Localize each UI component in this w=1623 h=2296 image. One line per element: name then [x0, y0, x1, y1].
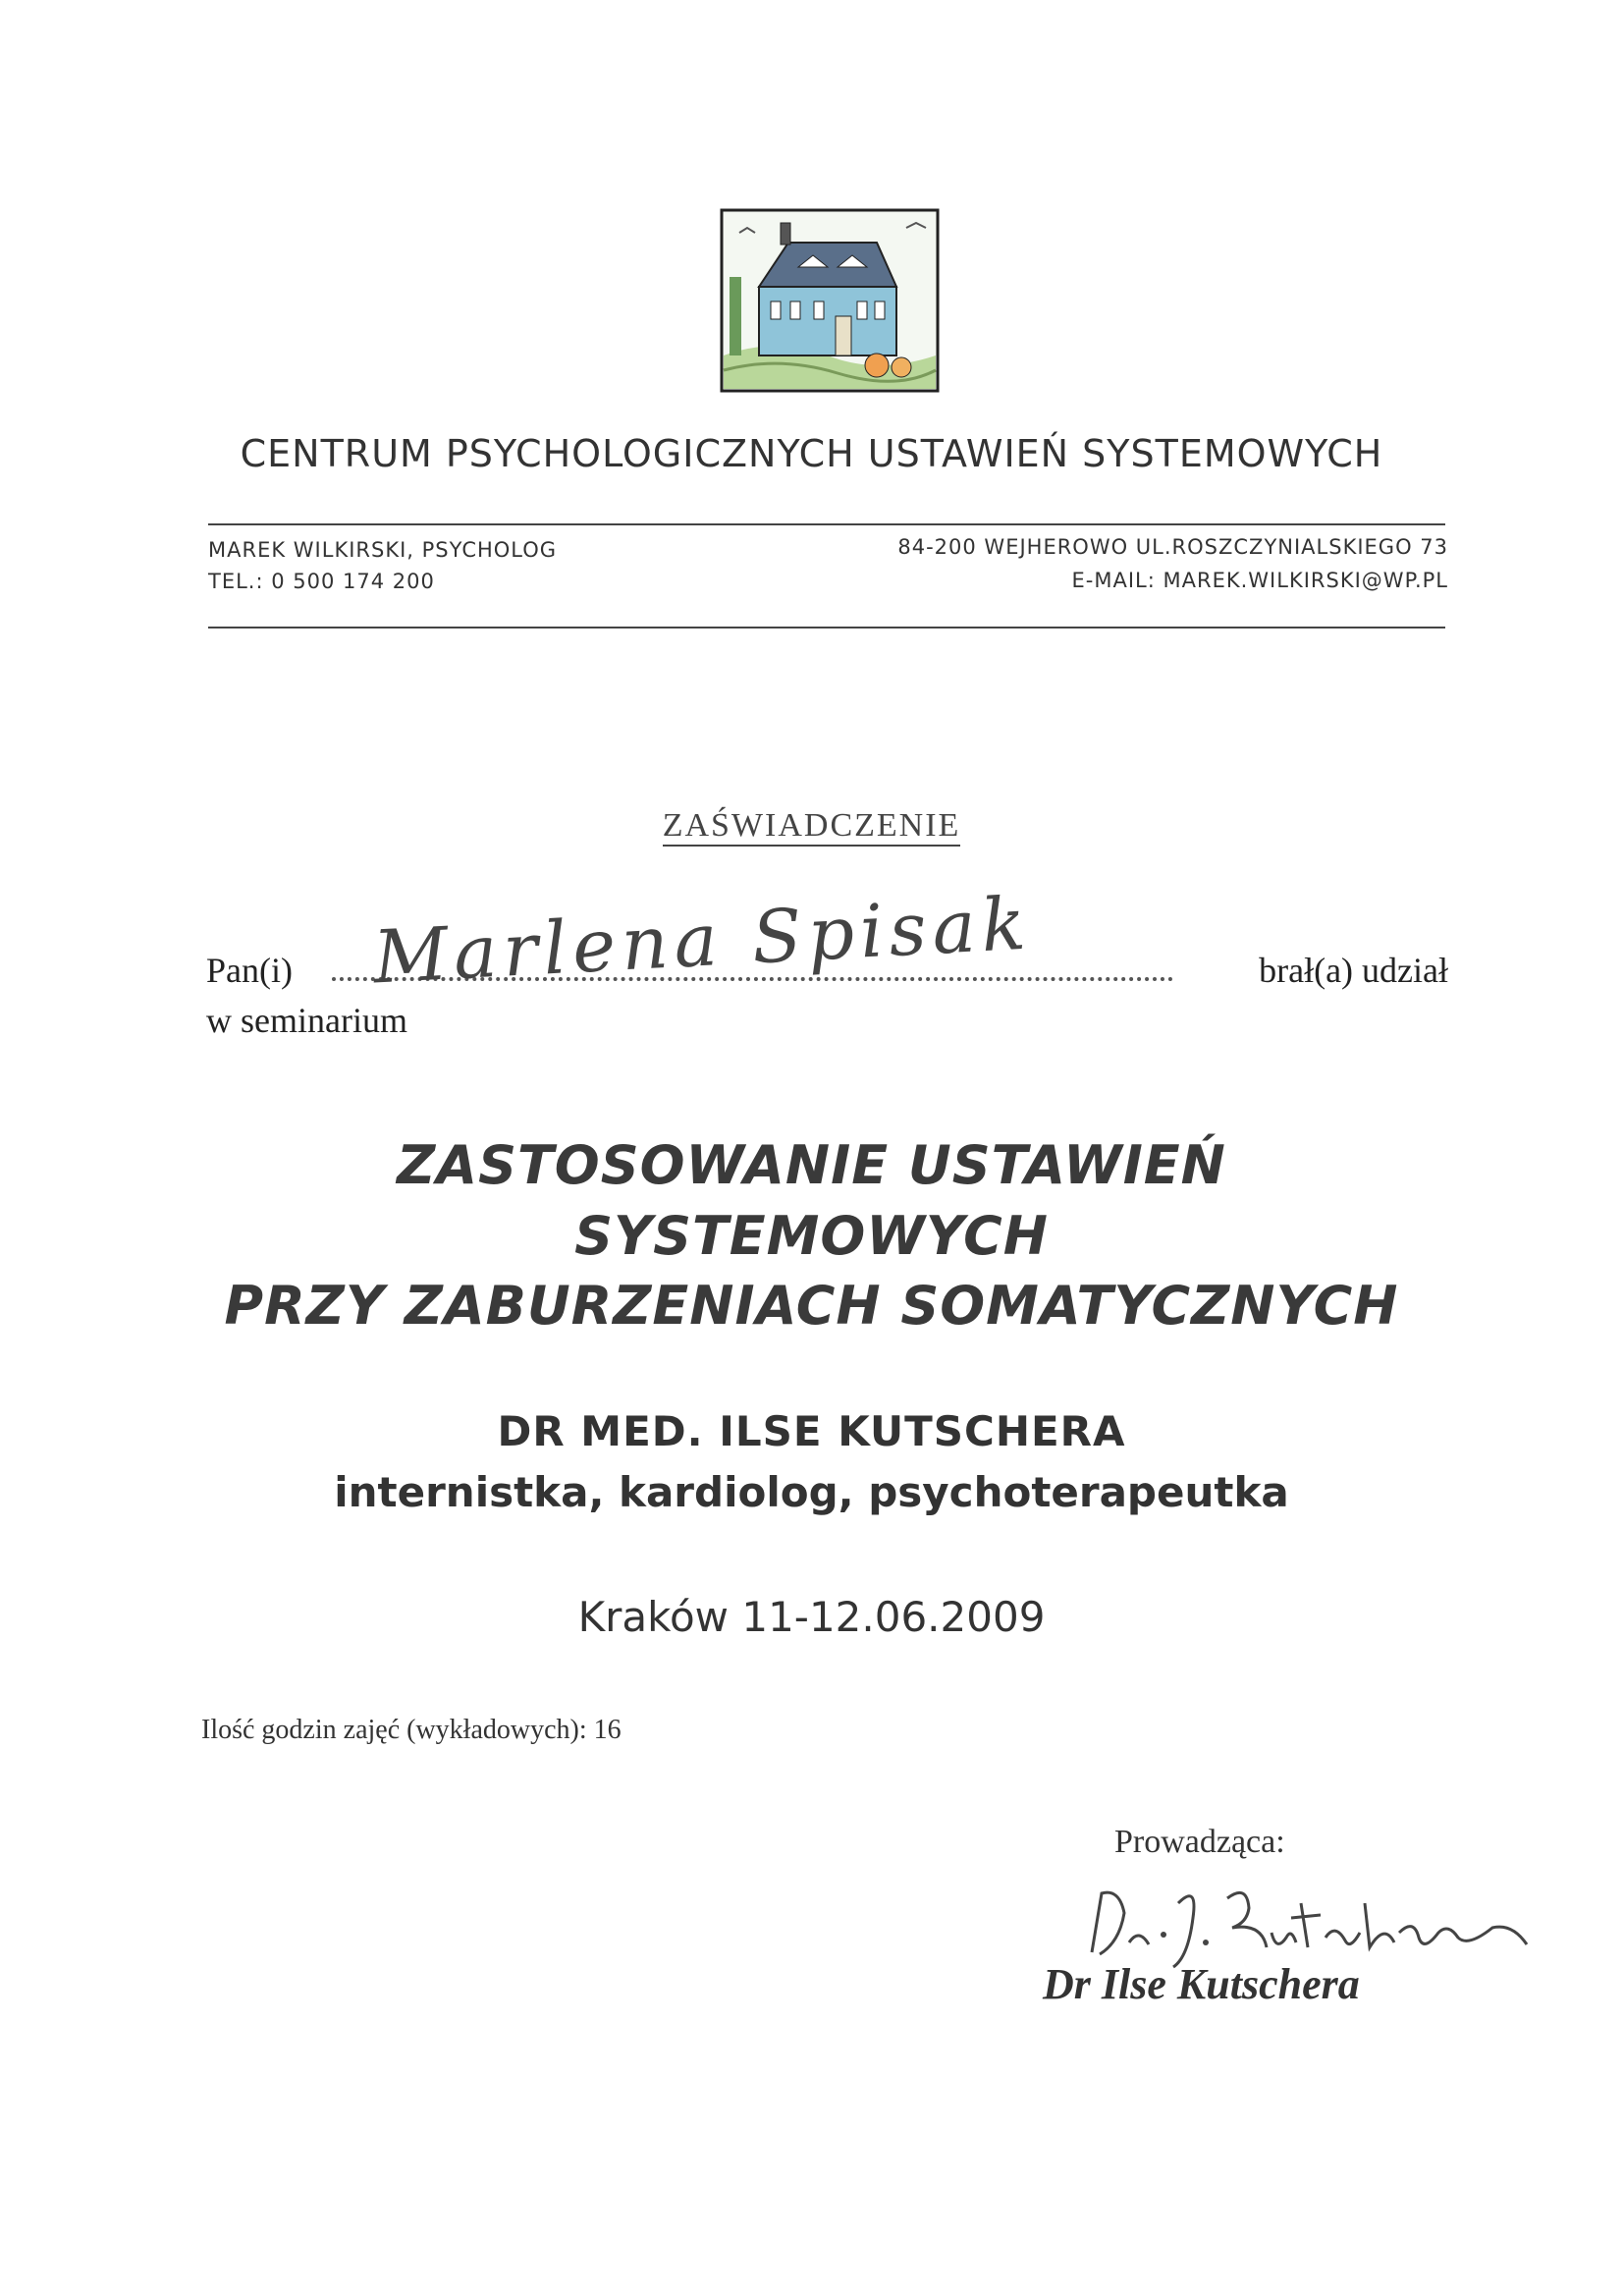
header-rule-top	[208, 523, 1445, 525]
organization-name: CENTRUM PSYCHOLOGICZNYCH USTAWIEŃ SYSTEMOWYCH	[240, 432, 1383, 475]
participant-name-handwritten: Marlena Spisak	[371, 881, 1034, 1001]
document-title	[0, 807, 1623, 845]
signer-name: Dr Ilse Kutschera	[1043, 1960, 1360, 2008]
house-logo	[720, 208, 940, 393]
seminar-title-line-1: ZASTOSOWANIE USTAWIEŃ	[397, 1134, 1226, 1196]
participant-label: Pan(i)	[206, 951, 293, 990]
lecture-hours: Ilość godzin zajęć (wykładowych): 16	[201, 1715, 622, 1745]
seminar-title-line-2: SYSTEMOWYCH	[574, 1205, 1049, 1267]
lecturer-title: internistka, kardiolog, psychoterapeutka	[334, 1468, 1289, 1516]
contact-address: 84-200 WEJHEROWO UL.ROSZCZYNIALSKIEGO 73	[897, 535, 1448, 559]
participation-text: brał(a) udział	[1259, 951, 1448, 990]
document-title-text: ZAŚWIADCZENIE	[663, 807, 961, 847]
signature-label: Prowadząca:	[1114, 1824, 1285, 1860]
lecturer-name: DR MED. ILSE KUTSCHERA	[497, 1407, 1126, 1455]
contact-phone: TEL.: 0 500 174 200	[208, 570, 435, 593]
contact-email: E-MAIL: MAREK.WILKIRSKI@WP.PL	[1071, 569, 1448, 592]
contact-name: MAREK WILKIRSKI, PSYCHOLOG	[208, 538, 558, 562]
place-and-date: Kraków 11-12.06.2009	[577, 1593, 1046, 1641]
seminar-title-line-3: PRZY ZABURZENIACH SOMATYCZNYCH	[224, 1275, 1399, 1337]
header-rule-bottom	[208, 627, 1445, 629]
seminar-label: w seminarium	[206, 1001, 407, 1040]
